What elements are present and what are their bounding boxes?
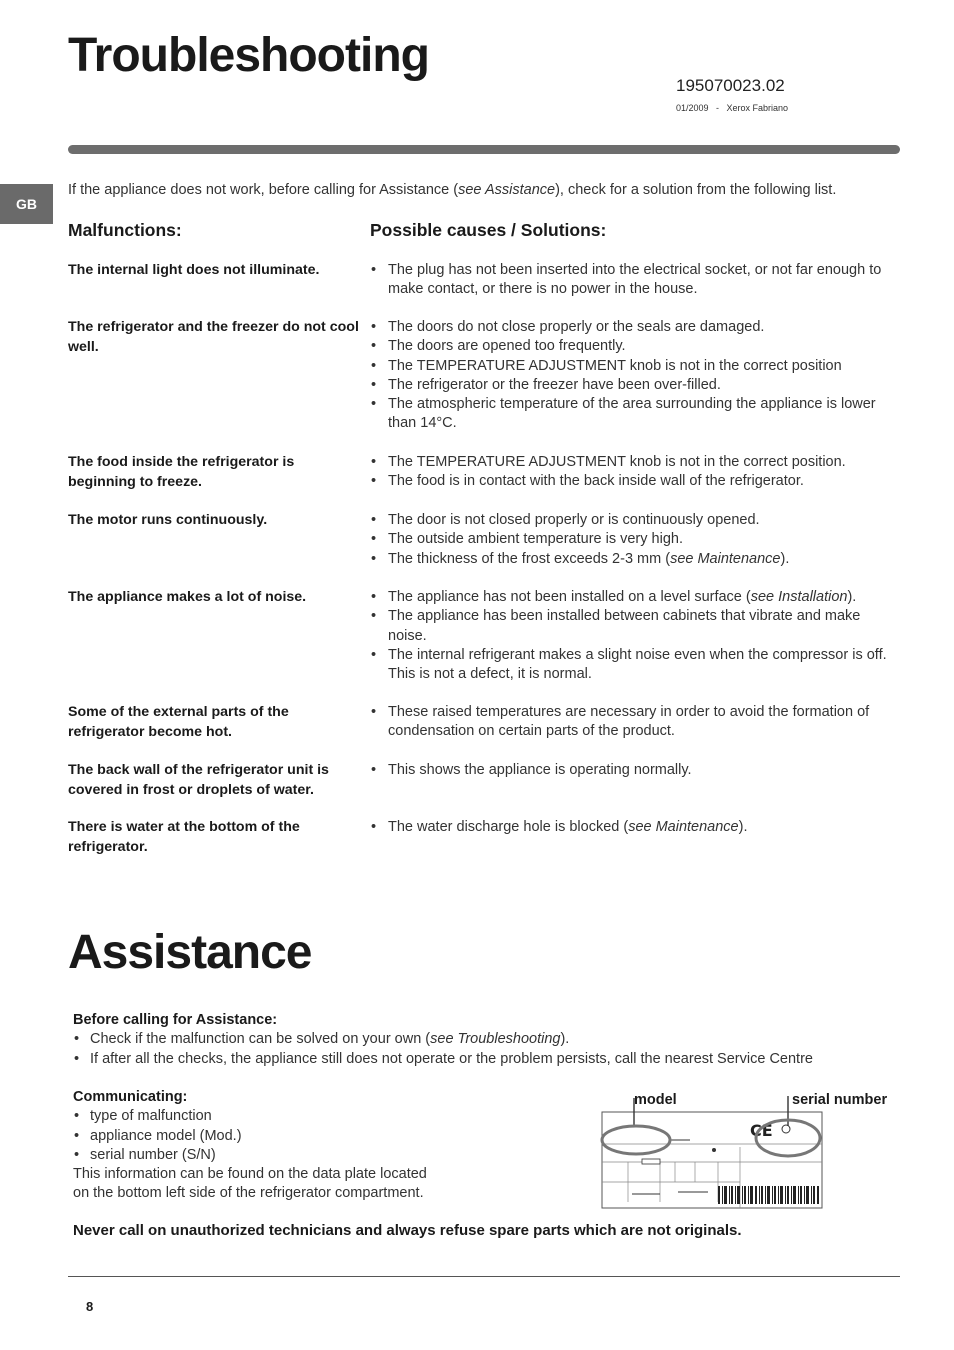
solution-item: • The water discharge hole is blocked (see Maintenance). bbox=[370, 818, 902, 837]
solutions-list bbox=[370, 318, 902, 434]
solution-item: • The doors are opened too frequently. bbox=[370, 337, 902, 356]
malfunction-text: Some of the external parts of the refrigerator become hot. bbox=[68, 704, 289, 740]
data-plate-figure bbox=[600, 1092, 900, 1212]
solutions-list bbox=[370, 703, 902, 742]
solutions-list bbox=[370, 511, 902, 569]
malfunctions-heading: Malfunctions: bbox=[68, 220, 182, 240]
footer-divider bbox=[68, 1276, 900, 1277]
solution-item: • The thickness of the frost exceeds 2-3 mm (see Maintenance). bbox=[370, 550, 902, 569]
data-plate-drawing bbox=[600, 1092, 900, 1212]
before-calling-item: • If after all the checks, the appliance still does not operate or the problem persists, call the nearest Service Centre bbox=[73, 1050, 903, 1069]
serial-number-label: serial number bbox=[792, 1092, 888, 1108]
solution-item: • The atmospheric temperature of the area surrounding the appliance is lower than 14°C. bbox=[370, 395, 902, 434]
malfunction-text: There is water at the bottom of the refrigerator. bbox=[68, 819, 300, 855]
before-calling-list bbox=[73, 1030, 903, 1069]
malfunction-text: The back wall of the refrigerator unit is covered in frost or droplets of water. bbox=[68, 762, 329, 798]
solution-item: • The TEMPERATURE ADJUSTMENT knob is not in the correct position bbox=[370, 357, 902, 376]
document-meta: 01/2009 - Xerox Fabriano bbox=[676, 103, 789, 113]
before-calling-heading: Before calling for Assistance: bbox=[73, 1012, 278, 1028]
solutions-list bbox=[370, 453, 902, 492]
page-title: Troubleshooting bbox=[68, 29, 429, 82]
intro-reference: see Assistance bbox=[458, 182, 556, 198]
document-code: 195070023.02 bbox=[676, 76, 785, 95]
solution-item: • These raised temperatures are necessary in order to avoid the formation of condensation on certain parts of the product. bbox=[370, 703, 902, 742]
assistance-title: Assistance bbox=[68, 926, 312, 979]
before-calling-section bbox=[73, 1011, 903, 1069]
solution-item: • The plug has not been inserted into the electrical socket, or not far enough to make contact, or there is no power in the house. bbox=[370, 261, 902, 300]
solutions-list bbox=[370, 588, 902, 684]
warning-text: Never call on unauthorized technicians and always refuse spare parts which are not originals. bbox=[73, 1222, 742, 1239]
solution-item: • The refrigerator or the freezer have been over-filled. bbox=[370, 376, 902, 395]
reference-link: see Maintenance bbox=[628, 819, 739, 835]
solution-item: • The door is not closed properly or is continuously opened. bbox=[370, 511, 902, 530]
malfunction-text: The motor runs continuously. bbox=[68, 512, 268, 528]
communicating-item: • appliance model (Mod.) bbox=[73, 1127, 493, 1146]
solution-item: • The appliance has not been installed on a level surface (see Installation). bbox=[370, 588, 902, 607]
communicating-heading: Communicating: bbox=[73, 1089, 188, 1105]
solution-item: • The TEMPERATURE ADJUSTMENT knob is not in the correct position. bbox=[370, 453, 902, 472]
solutions-heading: Possible causes / Solutions: bbox=[370, 220, 607, 240]
before-calling-item: • Check if the malfunction can be solved on your own (see Troubleshooting). bbox=[73, 1030, 903, 1049]
communicating-section bbox=[73, 1088, 493, 1204]
reference-link: see Maintenance bbox=[670, 550, 781, 567]
malfunction-text: The refrigerator and the freezer do not cool well. bbox=[68, 319, 359, 355]
communicating-list bbox=[73, 1107, 493, 1165]
malfunction-text: The food inside the refrigerator is beginning to freeze. bbox=[68, 454, 295, 490]
solution-item: • The food is in contact with the back inside wall of the refrigerator. bbox=[370, 472, 902, 491]
malfunction-text: The internal light does not illuminate. bbox=[68, 262, 320, 278]
solution-item: • The internal refrigerant makes a slight noise even when the compressor is off. This is not a defect, it is normal. bbox=[370, 646, 902, 685]
intro-text: If the appliance does not work, before calling for Assistance (see Assistance), check for a solution from the following list. bbox=[68, 182, 837, 198]
language-tab: GB bbox=[0, 184, 53, 224]
model-label: model bbox=[634, 1092, 677, 1108]
communicating-item: • serial number (S/N) bbox=[73, 1146, 493, 1165]
malfunction-text: The appliance makes a lot of noise. bbox=[68, 589, 307, 605]
header-divider-bar bbox=[68, 145, 900, 154]
data-plate-note: This information can be found on the data plate located bbox=[73, 1166, 427, 1183]
reference-link: see Installation bbox=[750, 589, 848, 605]
solution-item: • This shows the appliance is operating normally. bbox=[370, 761, 902, 780]
reference-link: see Troubleshooting bbox=[430, 1031, 561, 1048]
solutions-list bbox=[370, 261, 902, 300]
solution-item: • The outside ambient temperature is very high. bbox=[370, 530, 902, 549]
solution-item: • The doors do not close properly or the seals are damaged. bbox=[370, 318, 902, 337]
solutions-list bbox=[370, 761, 902, 780]
svg-text:CE: CE bbox=[750, 1121, 773, 1140]
solutions-list bbox=[370, 818, 902, 837]
communicating-item: • type of malfunction bbox=[73, 1107, 493, 1126]
page-number: 8 bbox=[86, 1299, 94, 1314]
solution-item: • The appliance has been installed between cabinets that vibrate and make noise. bbox=[370, 607, 902, 646]
data-plate-note: on the bottom left side of the refrigerator compartment. bbox=[73, 1185, 424, 1202]
